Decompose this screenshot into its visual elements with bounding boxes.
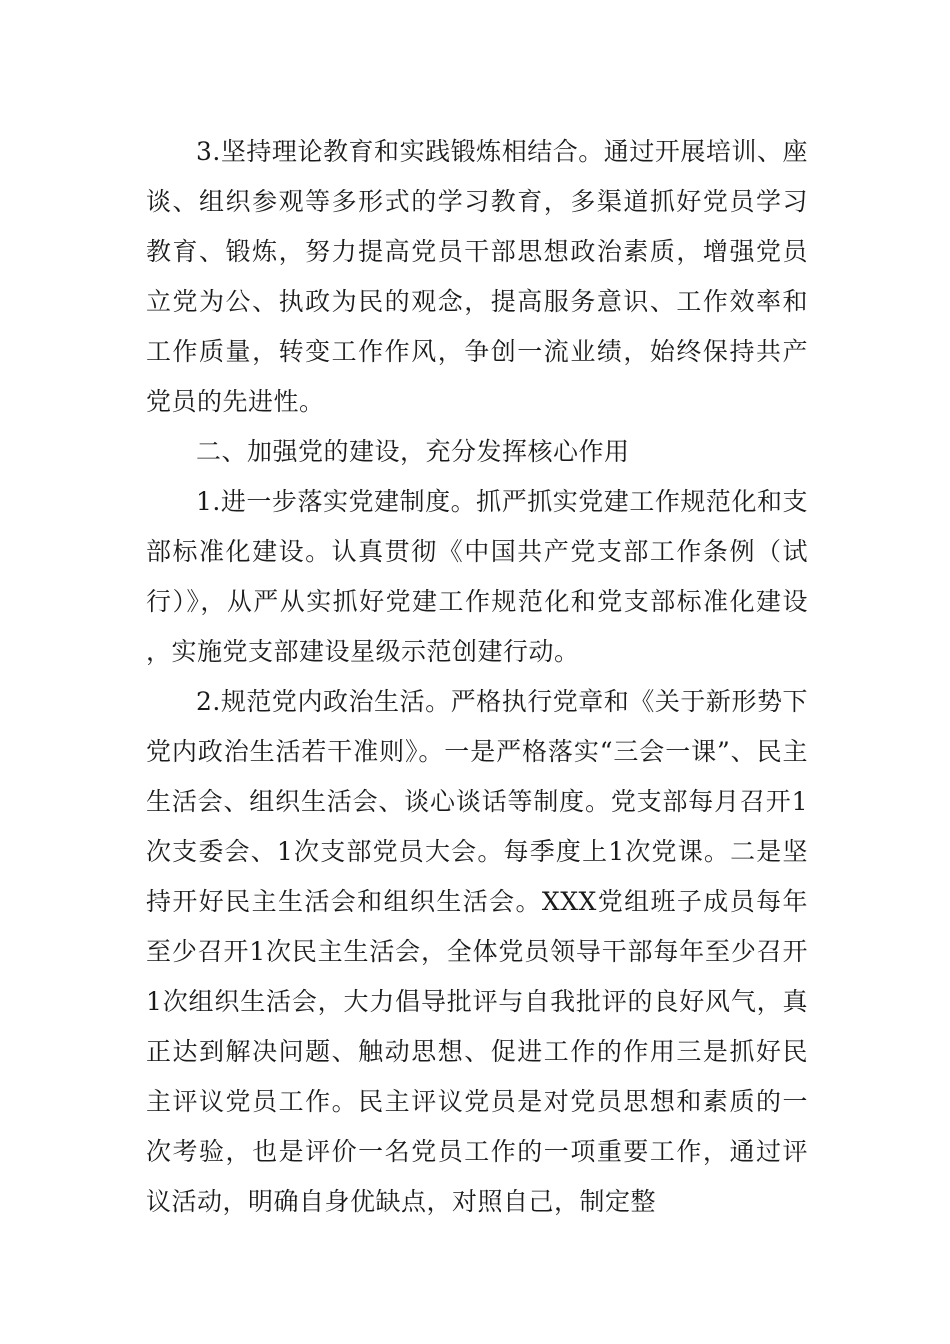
paragraph-political-life: 2.规范党内政治生活。严格执行党章和《关于新形势下党内政治生活若干准则》。一是严格落实“三会一课”、民主生活会、组织生活会、谈心谈话等制度。党支部每月召开1次支委会、1次支部党员大会。每季度上1次党课。二是坚持开好民主生活会和组织生活会。XXX党组班子成员每年至少召开1次民主生活会，全体党员领导干部每年至少召开1次组织生活会，大力倡导批评与自我批评的良好风气，真正达到解决问题、触动思想、促进工作的作用三是抓好民主评议党员工作。民主评议党员是对党员思想和素质的一次考验，也是评价一名党员工作的一项重要工作，通过评议活动，明确自身优缺点，对照自己，制定整 [146,687,808,1216]
section-heading-party-building: 二、加强党的建设，充分发挥核心作用 [196,437,630,466]
paragraph-theory-practice: 3.坚持理论教育和实践锻炼相结合。通过开展培训、座谈、组织参观等多形式的学习教育，多渠道抓好党员学习教育、锻炼，努力提高党员干部思想政治素质，增强党员立党为公、执政为民的观念，提高服务意识、工作效率和工作质量，转变工作作风，争创一流业绩，始终保持共产党员的先进性。 [146,137,808,416]
document-body [146,127,808,1227]
paragraph-party-system: 1.进一步落实党建制度。抓严抓实党建工作规范化和支部标准化建设。认真贯彻《中国共产党支部工作条例（试行）》，从严从实抓好党建工作规范化和党支部标准化建设，实施党支部建设星级示范创建行动。 [146,487,808,666]
